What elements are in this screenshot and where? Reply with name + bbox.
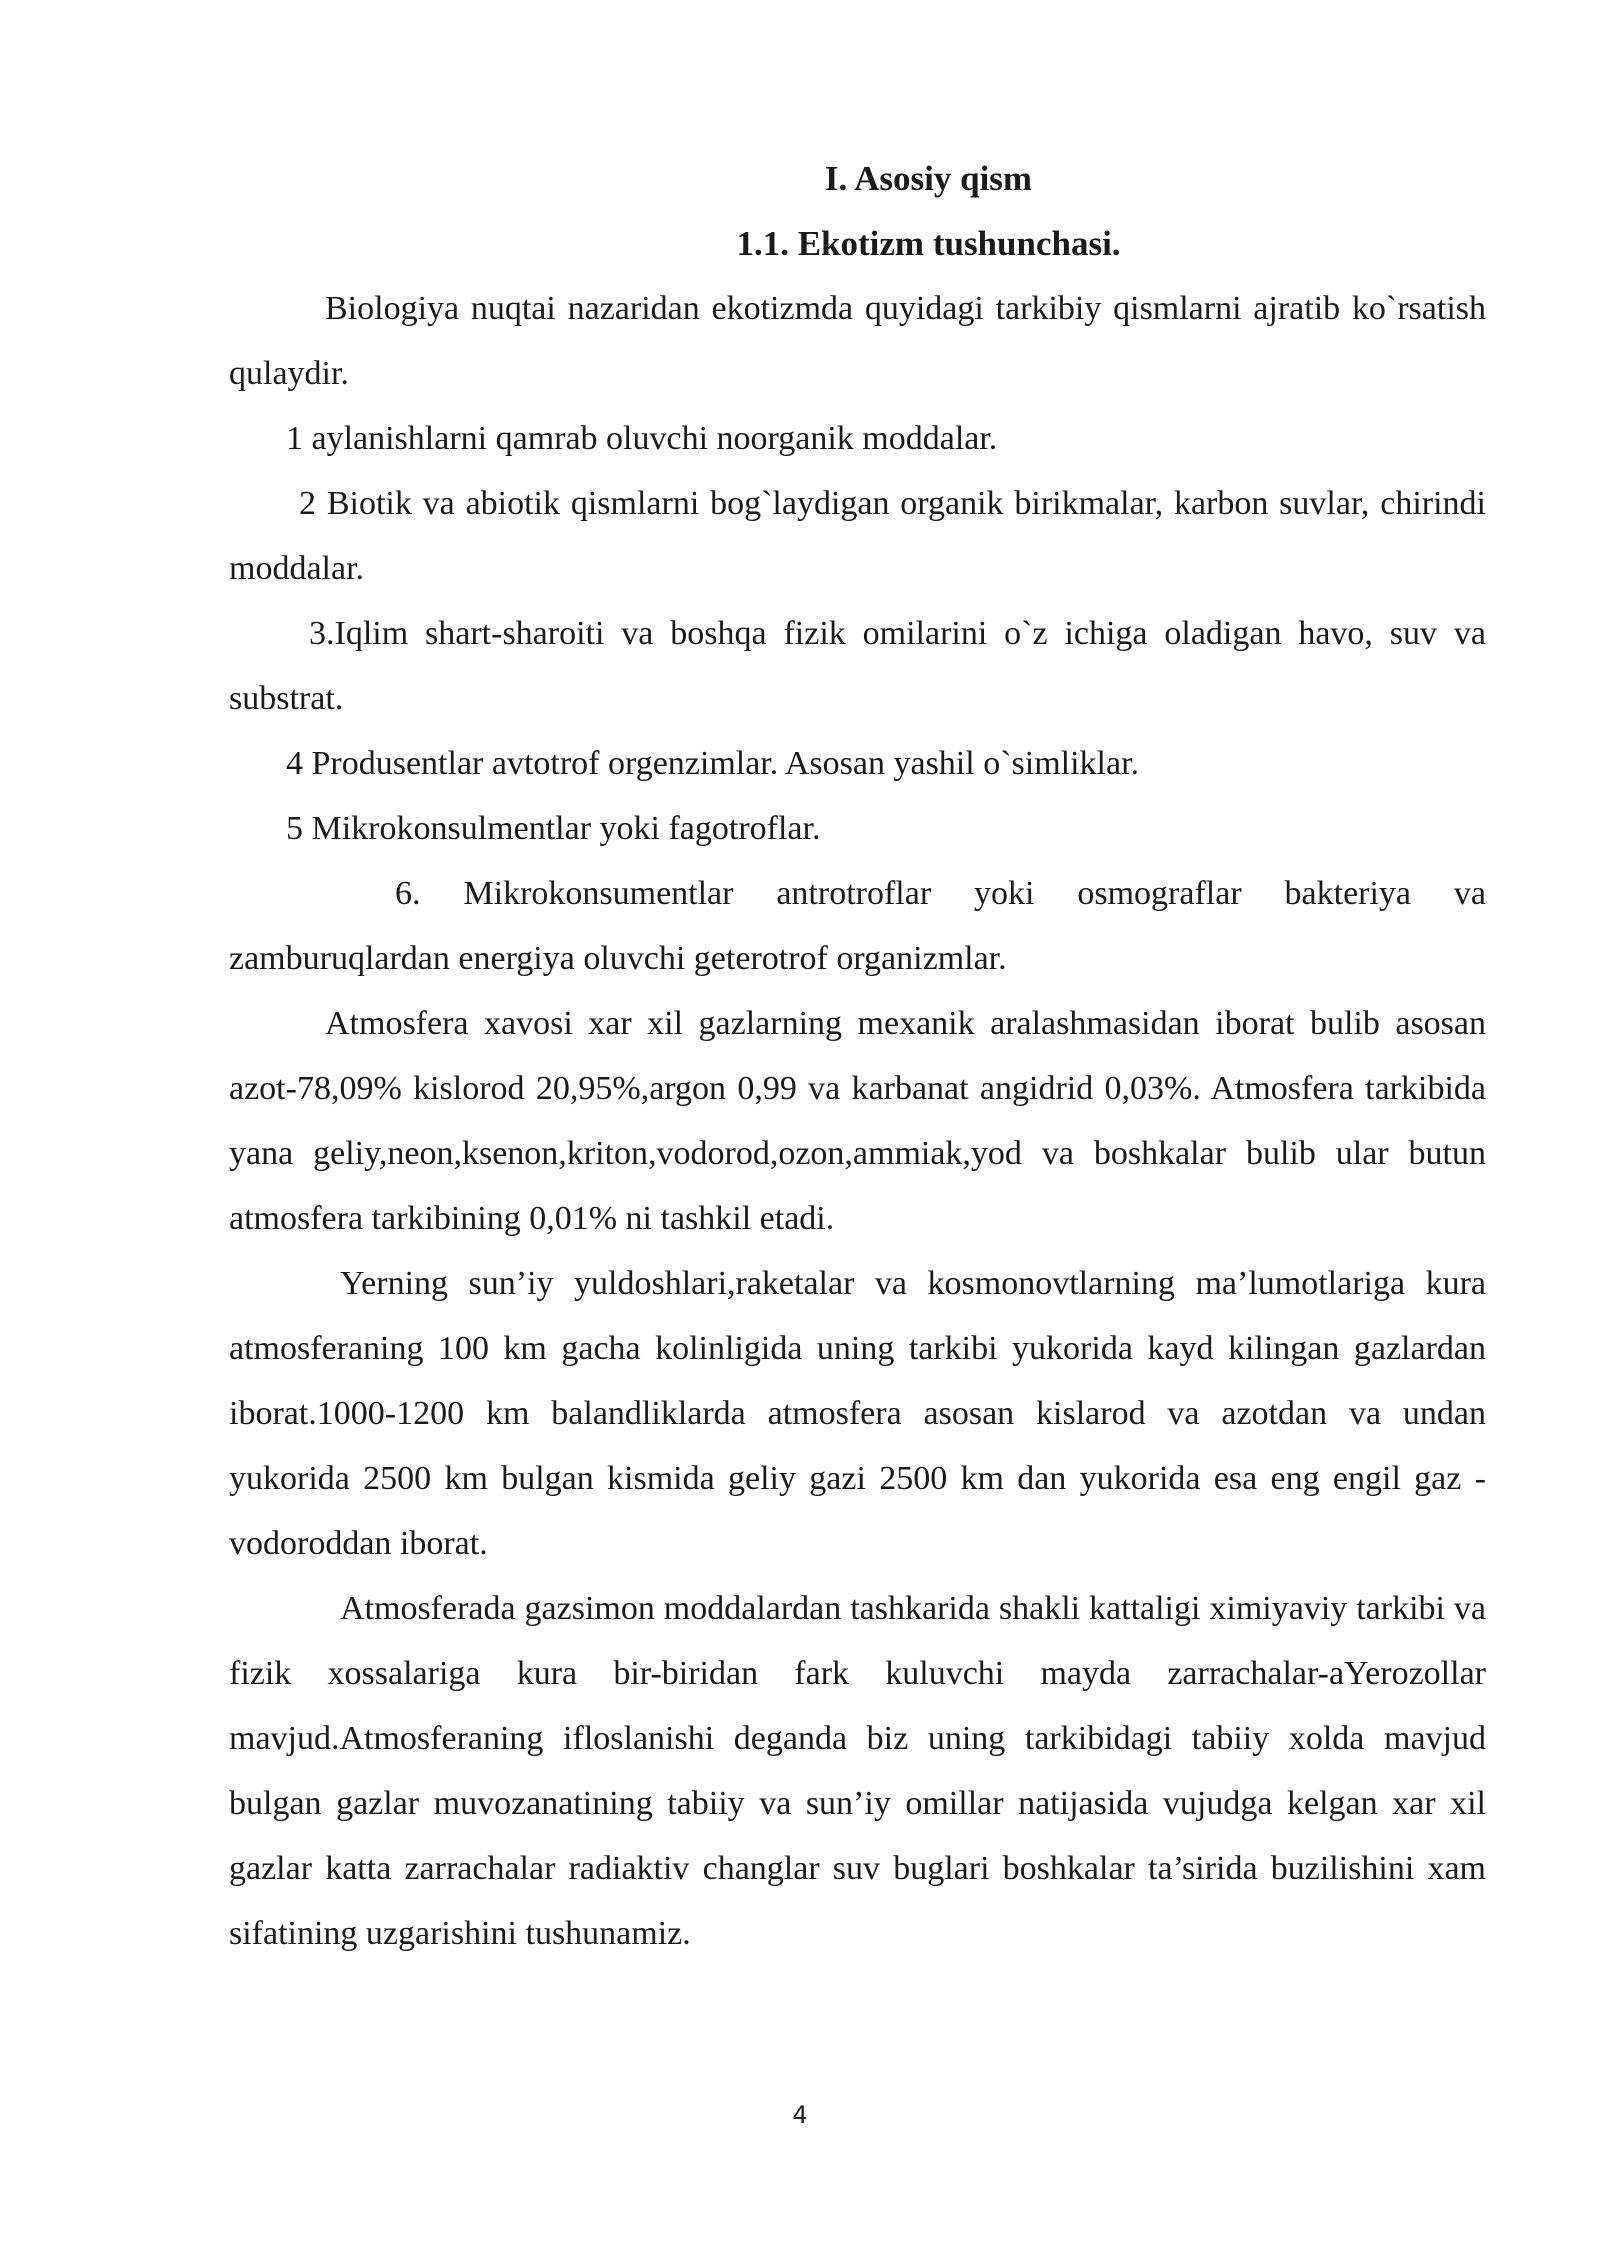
list-item-6: 6. Mikrokonsumentlar antrotroflar yoki osmograflar bakteriya va zamburuqlardan energiya oluvchi geterotrof organizmlar. xyxy=(229,875,1486,977)
paragraph-atmosphere-composition: Atmosfera xavosi xar xil gazlarning mexanik aralashmasidan iborat bulib asosan azot-78,09% kislorod 20,95%,argon 0,99 va karbanat angidrid 0,03%. Atmosfera tarkibida yana geliy,neon,ksenon,kriton,vodorod,ozon,ammiak,yod va boshkalar bulib ular butun atmosfera tarkibining 0,01% ni tashkil etadi. xyxy=(229,1005,1486,1237)
subsection-title: 1.1. Ekotizm tushunchasi. xyxy=(736,224,1121,263)
paragraph-intro: Biologiya nuqtai nazaridan ekotizmda quyidagi tarkibiy qismlarni ajratib ko`rsatish qulaydir. xyxy=(229,290,1486,392)
section-title: I. Asosiy qism xyxy=(824,159,1033,198)
list-item-1: 1 aylanishlarni qamrab oluvchi noorganik moddalar. xyxy=(286,420,998,457)
list-item-2: 2 Biotik va abiotik qismlarni bog`laydigan organik birikmalar, karbon suvlar, chirindi moddalar. xyxy=(229,485,1486,587)
page-number: 4 xyxy=(792,2101,808,2129)
page-content xyxy=(229,146,1486,1966)
paragraph-atmosphere-layers: Yerning sun’iy yuldoshlari,raketalar va kosmonovtlarning ma’lumotlariga kura atmosferaning 100 km gacha kolinligida uning tarkibi yukorida kayd kilingan gazlardan iborat.1000-1200 km balandliklarda atmosfera asosan kislarod va azotdan va undan yukorida 2500 km bulgan kismida geliy gazi 2500 km dan yukorida esa eng engil gaz -vodoroddan iborat. xyxy=(229,1265,1486,1562)
list-item-4: 4 Produsentlar avtotrof orgenzimlar. Asosan yashil o`simliklar. xyxy=(286,745,1140,782)
list-item-3: 3.Iqlim shart-sharoiti va boshqa fizik omilarini o`z ichiga oladigan havo, suv va substrat. xyxy=(229,615,1486,717)
list-item-5: 5 Mikrokonsulmentlar yoki fagotroflar. xyxy=(286,810,821,847)
paragraph-aerosols-pollution: Atmosferada gazsimon moddalardan tashkarida shakli kattaligi ximiyaviy tarkibi va fizik xossalariga kura bir-biridan fark kuluvchi mayda zarrachalar-aYerozollar mavjud.Atmosferaning ifloslanishi deganda biz uning tarkibidagi tabiiy xolda mavjud bulgan gazlar muvozanatining tabiiy va sun’iy omillar natijasida vujudga kelgan xar xil gazlar katta zarrachalar radiaktiv changlar suv buglari boshkalar ta’sirida buzilishini xam sifatining uzgarishini tushunamiz. xyxy=(229,1590,1486,1952)
